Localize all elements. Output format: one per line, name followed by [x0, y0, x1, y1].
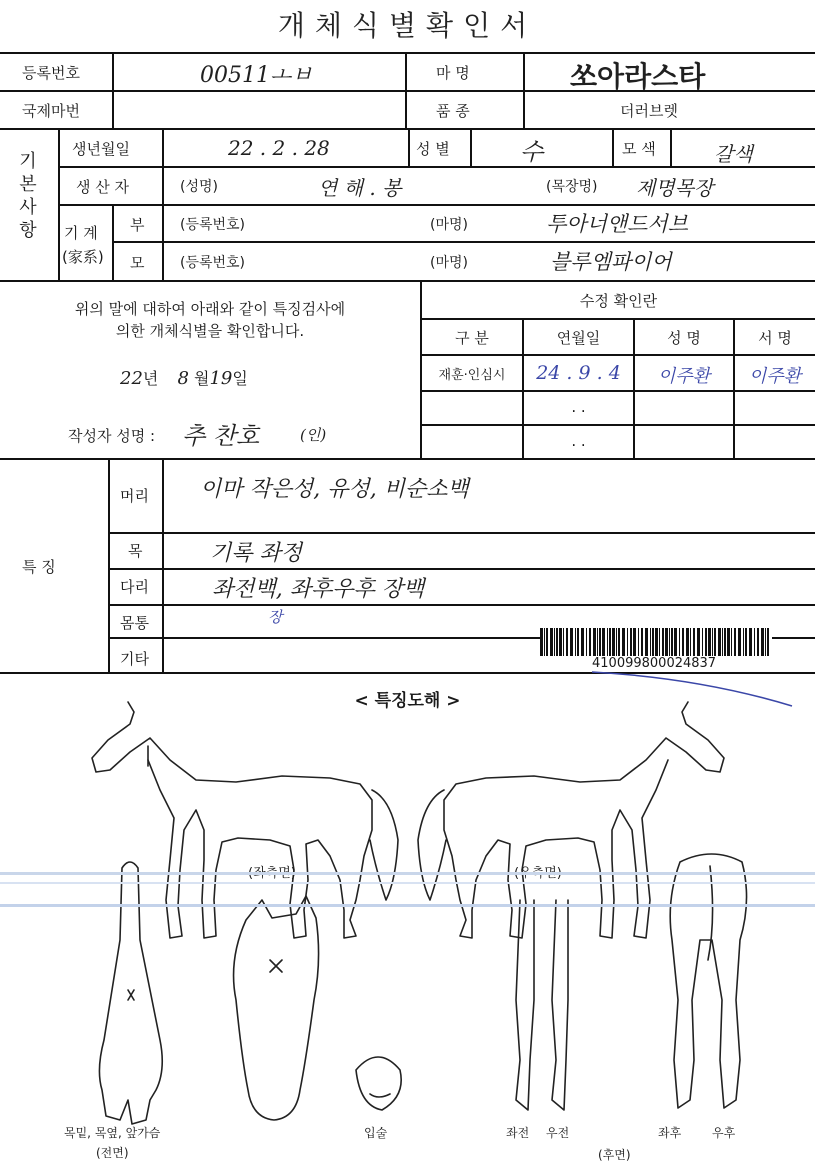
revision-title: 수정 확인란 [579, 292, 658, 310]
confirm-text-1: 위의 말에 대하여 아래와 같이 특징검사에 [74, 300, 346, 318]
rev-row1-sign: 이주환 [748, 366, 802, 387]
date-day: 19 [209, 368, 233, 389]
scan-artifact [0, 882, 815, 884]
rev-col-name: 성 명 [667, 329, 701, 347]
scan-artifact [0, 872, 815, 875]
rear-view-horse [670, 854, 746, 1108]
breed-value: 더러브렛 [620, 102, 678, 120]
features-label: 특 징 [22, 558, 56, 576]
head-label: 머리 [120, 487, 149, 505]
rev-col-sign: 서 명 [758, 329, 792, 347]
producer-name-value: 연 해 . 봉 [318, 176, 402, 200]
date-year: 22 [120, 368, 143, 389]
dam-regno-sub: (등록번호) [180, 255, 246, 271]
intl-name-label: 국제마번 [22, 102, 80, 120]
author-seal: (인) [300, 426, 327, 444]
rev-row1-name: 이주환 [657, 366, 711, 387]
breed-label: 품 종 [436, 102, 470, 120]
lineage-hanja: (家系) [62, 248, 104, 266]
lf-label: 좌전 [506, 1126, 530, 1140]
scan-artifact [0, 904, 815, 907]
birth-label: 생년월일 [72, 140, 130, 158]
rev-row1-date: 24 . 9 . 4 [536, 362, 621, 384]
author-value: 추 찬호 [182, 422, 260, 450]
legs-value: 좌전백, 좌후우후 장백 [212, 577, 425, 602]
author-label: 작성자 성명 : [68, 427, 156, 445]
lineage-label: 기 계 [64, 224, 98, 242]
birth-value: 22 . 2 . 28 [228, 136, 330, 160]
diagram-title: < 특징도해 > [354, 691, 461, 711]
color-value: 갈색 [714, 142, 753, 166]
producer-name-sub: (성명) [180, 179, 218, 195]
rf-label: 우전 [546, 1126, 570, 1140]
muzzle-view [356, 1057, 401, 1110]
rev-col-date: 연월일 [556, 329, 601, 347]
rear-label: (후면) [598, 1148, 631, 1162]
producer-label: 생 산 자 [76, 178, 130, 196]
farm-sub: (목장명) [546, 179, 598, 195]
document-title: 개체식별확인서 [277, 9, 538, 42]
date-month: 8 [177, 368, 189, 389]
legs-label: 다리 [120, 578, 149, 596]
front-legs-view [516, 900, 568, 1110]
lh-label: 좌후 [658, 1126, 682, 1140]
reg-no-value: 00511ㅗㅂ [200, 63, 313, 88]
legs-value-blue: 장 [268, 608, 283, 626]
dam-value: 블루엠파이어 [550, 250, 672, 274]
head-value: 이마 작은성, 유성, 비순소백 [200, 477, 469, 502]
dam-label: 모 [130, 254, 145, 272]
reg-no-label: 등록번호 [22, 64, 80, 82]
rev-row3-date: . . [571, 432, 586, 450]
horse-name-label: 마 명 [436, 64, 470, 82]
date-year-suffix: 년 [142, 369, 159, 388]
dam-name-sub: (마명) [430, 255, 468, 271]
basic-section-label: 기본사항 [19, 151, 37, 241]
body-label: 몸통 [120, 614, 149, 632]
date-month-suffix: 월 [194, 369, 210, 388]
rev-row1-type: 재훈·인심시 [438, 368, 506, 383]
left-side-horse [92, 702, 372, 938]
rev-row2-date: . . [571, 398, 586, 416]
sire-name-sub: (마명) [430, 217, 468, 233]
neck-label: 목 [128, 542, 143, 560]
sire-regno-sub: (등록번호) [180, 217, 246, 233]
sex-label: 성 별 [416, 140, 450, 158]
rh-label: 우후 [712, 1126, 736, 1140]
color-label: 모 색 [622, 140, 656, 158]
muzzle-label: 입술 [364, 1126, 388, 1140]
right-side-horse [444, 702, 724, 938]
barcode-number: 410099800024837 [592, 656, 717, 671]
front-label: (전면) [96, 1146, 129, 1160]
rev-col-type: 구 분 [455, 329, 489, 347]
neck-value: 기록 좌정 [210, 541, 303, 566]
farm-value: 제명목장 [636, 176, 714, 200]
horse-name-value: 쏘아라스타 [570, 60, 706, 93]
front-caption: 목밑, 목옆, 앞가슴 [64, 1126, 161, 1140]
date-day-suffix: 일 [232, 369, 248, 388]
sire-label: 부 [130, 216, 145, 234]
front-view-horse [99, 862, 162, 1124]
sire-value: 투아너앤드서브 [546, 212, 689, 236]
sex-value: 수 [520, 138, 544, 166]
other-label: 기타 [120, 650, 149, 668]
confirm-text-2: 의한 개체식별을 확인합니다. [115, 322, 305, 340]
